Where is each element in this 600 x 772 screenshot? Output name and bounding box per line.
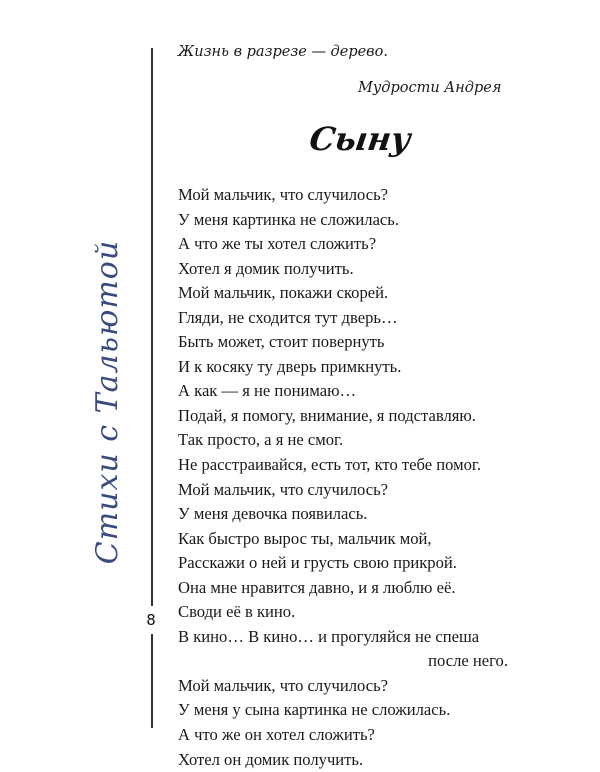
poem-line: Мой мальчик, что случилось? [178,185,389,204]
poem-line: Не расстраивайся, есть тот, кто тебе помог. [178,455,481,475]
poem-line: Она мне нравится давно, и я люблю её. [178,577,456,597]
poem-line: Хотел он домик получить. [178,749,364,769]
side-title: Стихи с Тальютой [90,239,125,565]
epigraph-author: Мудрости Андрея [358,80,502,96]
poem-line: Быть может, стоит повернуть [178,332,385,352]
poem-line: Хотел я домик получить. [178,258,354,278]
page-number: 8 [138,606,164,634]
poem-line: Расскажи о ней и грусть свою прикрой. [178,553,457,573]
poem-line: Своди её в кино. [178,602,296,622]
poem-line: Как быстро вырос ты, мальчик мой, [178,528,432,548]
poem-line: Мой мальчик, покажи скорей. [178,283,389,303]
poem-line: Мой мальчик, что случилось? [178,479,389,499]
poem-line: У меня картинка не сложилась. [178,209,400,229]
poem-line: Подай, я помогу, внимание, я подставляю. [178,405,476,425]
poem-line: Мой мальчик, что случилось? [178,675,389,695]
poem-line: Гляди, не сходится тут дверь… [178,307,398,327]
poem-line: У меня девочка появилась. [178,504,368,524]
epigraph-text: Жизнь в разрезе — дерево. [178,44,388,60]
poem-line: В кино… В кино… и прогуляйся не спеша [178,626,480,646]
poem-line: Так просто, а я не смог. [178,430,344,450]
poem-line: У меня у сына картинка не сложилась. [178,700,451,720]
poem-line: А что же ты хотел сложить? [178,234,377,254]
poem-body [178,183,558,772]
poem-line: И к косяку ту дверь примкнуть. [178,356,402,376]
poem-title: Сыну [307,120,413,158]
poem-line: А как — я не понимаю… [178,381,357,401]
poem-line: после него. [428,651,508,671]
poem-line: А что же он хотел сложить? [178,725,375,745]
